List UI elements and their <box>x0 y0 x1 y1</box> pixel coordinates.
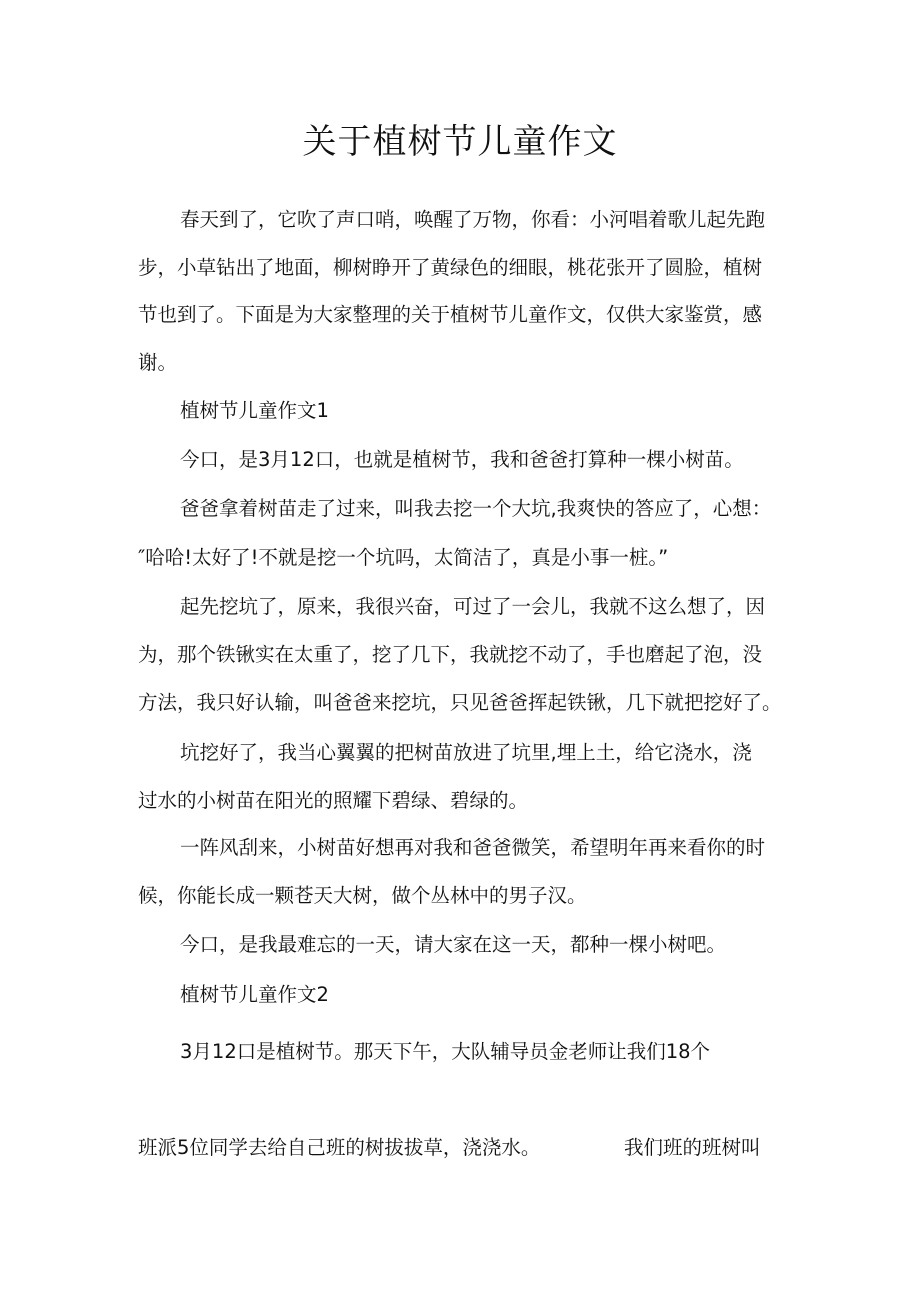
paragraph-line: 一阵风刮来，小树苗好想再对我和爸爸微笑，希望明年再来看你的时 <box>180 836 766 859</box>
paragraph-line: 方法，我只好认输，叫爸爸来挖坑，只见爸爸挥起铁锹，几下就把挖好了。 <box>138 691 782 714</box>
paragraph-line: 今口，是3月12口，也就是植树节，我和爸爸打算种一棵小树苗。 <box>180 448 744 471</box>
document-title: 关于植树节儿童作文 <box>302 122 618 162</box>
paragraph-line-continuation: 我们班的班树叫 <box>624 1136 761 1159</box>
paragraph-line: 步，小草钻出了地面，柳树睁开了黄绿色的细眼，桃花张开了圆脸，植树 <box>138 256 763 279</box>
section-heading: 植树节儿童作文2 <box>180 983 329 1006</box>
paragraph-line: 为，那个铁锹实在太重了，挖了几下，我就挖不动了，手也磨起了泡，没 <box>138 643 763 666</box>
paragraph-line: 爸爸拿着树苗走了过来，叫我去挖一个大坑,我爽快的答应了，心想： <box>180 497 772 520</box>
paragraph-line: 谢。 <box>138 351 178 374</box>
section-heading: 植树节儿童作文1 <box>180 399 329 422</box>
paragraph-line: 今口，是我最难忘的一天，请大家在这一天，都种一棵小树吧。 <box>180 933 727 956</box>
paragraph-line: 春天到了，它吹了声口哨，唤醒了万物，你看：小河唱着歌儿起先跑 <box>180 208 766 231</box>
paragraph-line: 班派5位同学去给自己班的树拔拔草，浇浇水。 <box>138 1136 541 1159</box>
paragraph-line: ″哈哈!太好了!不就是挖一个坑吗，太简洁了，真是小事一桩。” <box>138 546 669 569</box>
paragraph-line: 3月12口是植树节。那天下午，大队辅导员金老师让我们18个 <box>180 1040 711 1063</box>
paragraph-line: 节也到了。下面是为大家整理的关于植树节儿童作文，仅供大家鉴赏，感 <box>138 303 763 326</box>
paragraph-line: 起先挖坑了，原来，我很兴奋，可过了一会儿，我就不这么想了，因 <box>180 595 766 618</box>
paragraph-line: 过水的小树苗在阳光的照耀下碧绿、碧绿的。 <box>138 789 529 812</box>
paragraph-line: 候，你能长成一颗苍天大树，做个丛林中的男子汉。 <box>138 884 587 907</box>
paragraph-line: 坑挖好了，我当心翼翼的把树苗放进了坑里,埋上土，给它浇水，浇 <box>180 741 752 764</box>
